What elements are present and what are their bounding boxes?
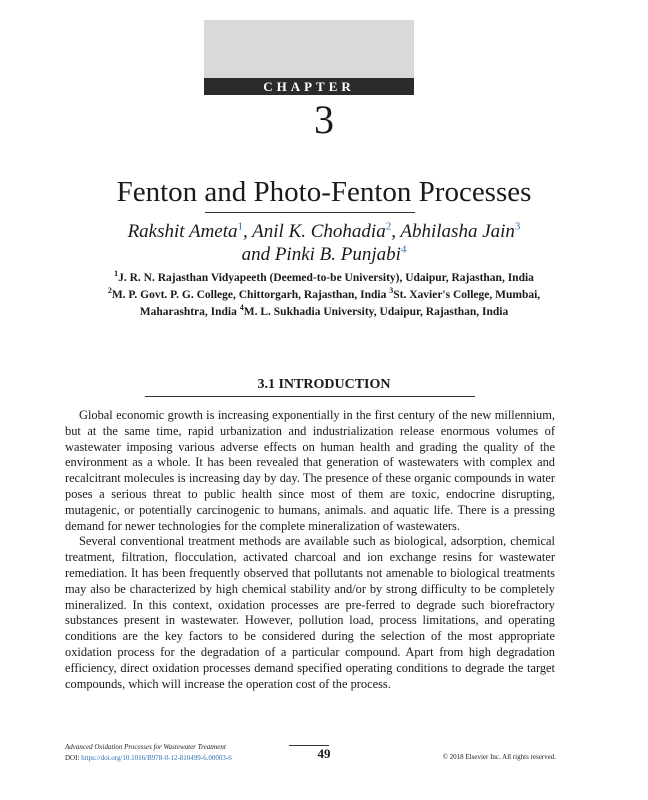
- author-name: Anil K. Chohadia: [252, 221, 386, 242]
- title-divider: [205, 212, 415, 213]
- affiliation-line: Maharashtra, India $^4$M. L. Sukhadia University, Udaipur, Rajasthan, India: [139, 303, 509, 318]
- paragraph: Global economic growth is increasing exponentially in the first century of the new millennium, but at the same time, rapid urbanization and industrialization release enormous volumes of wastewater imposing various adverse effects on human health and grading the quality of the environment as a whole. It has been revealed that generation of wastewaters with complex and recalcitrant molecules is increasing day by day. The presence of these organic compounds in water poses a serious threat to public health since most of them are toxic, endocrine disrupting, mutagenic, or potentially carcinogenic to humans, animals. and aquatic life. There is a pressing demand for newer technologies for the complete mineralization of wastewaters.: [65, 408, 555, 533]
- author-affiliation-ref[interactable]: 3: [514, 220, 521, 233]
- doi-line: DOI: https://doi.org/10.1016/B978-0-12-810499-6.00003-6: [65, 754, 232, 762]
- section-number: 3.1: [257, 377, 275, 392]
- affiliations: [0, 270, 648, 321]
- author-affiliation-ref[interactable]: 1: [237, 220, 243, 233]
- author-affiliation-ref[interactable]: 2: [385, 220, 392, 233]
- author-name: Abhilasha Jain: [400, 221, 515, 242]
- chapter-number: 3: [314, 97, 334, 142]
- body-text: [65, 408, 555, 692]
- doi-link[interactable]: https://doi.org/10.1016/B978-0-12-810499-6.00003-6: [81, 754, 232, 762]
- chapter-title: Fenton and Photo-Fenton Processes: [116, 176, 532, 208]
- author-list: [0, 220, 648, 266]
- author-name: and Pinki B. Punjabi: [241, 244, 401, 265]
- author-affiliation-ref[interactable]: 4: [400, 243, 407, 256]
- paragraph: Several conventional treatment methods are available such as biological, adsorption, chemical treatment, filtration, flocculation, activated charcoal and ion exchange resins for wastewater remediation. It has been frequently observed that pollutants not amenable to biological treatments may also be characterized by high chemical stability and/or by strong difficulty to be completely mineralized. In this context, oxidation processes are pre-ferred to degrade such biorefractory substances present in wastewater. However, pollution load, process limitations, and operating conditions are the key factors to be considered during the selection of the most appropriate oxidation process for the degradation of a particular compound. Apart from high degradation efficiency, direct oxidation processes demand specified operating conditions to degrade the target compounds, which will increase the operation cost of the process.: [65, 534, 555, 691]
- affiliation-line: $^2$M. P. Govt. P. G. College, Chittorgarh, Rajasthan, India $^3$St. Xavier's College, Mumbai,: [107, 286, 541, 301]
- section-title: INTRODUCTION: [278, 377, 391, 392]
- affiliation-line: $^1$J. R. N. Rajasthan Vidyapeeth (Deemed-to-be University), Udaipur, Rajasthan, India: [114, 269, 534, 284]
- author-name: Rakshit Ameta: [127, 221, 238, 242]
- author-line-2: [0, 243, 648, 266]
- section-heading: [0, 376, 648, 394]
- section-divider: [145, 396, 475, 397]
- book-title: Advanced Oxidation Processes for Wastewater Treatment: [65, 743, 226, 751]
- copyright: © 2018 Elsevier Inc. All rights reserved.: [442, 753, 556, 761]
- chapter-label: CHAPTER: [204, 78, 414, 95]
- page-number: 49: [317, 746, 331, 761]
- author-line-1: Rakshit Ameta$^1$, Anil K. Chohadia$^2$, Abhilasha Jain$^3$: [127, 220, 521, 242]
- chapter-banner: [204, 20, 414, 78]
